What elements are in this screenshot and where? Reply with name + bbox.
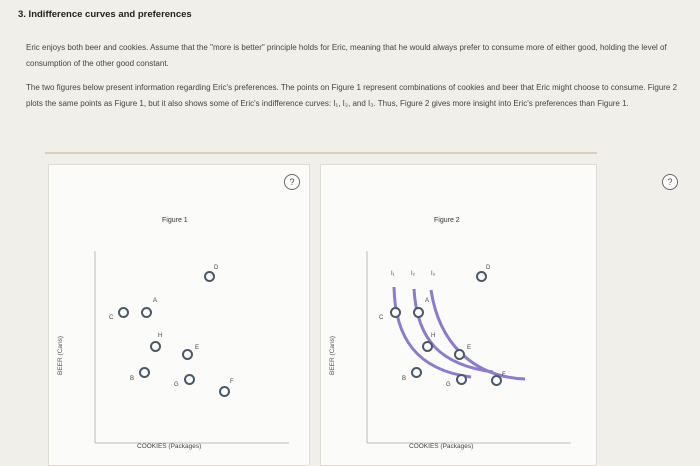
figure-2-label-a: A xyxy=(425,298,430,304)
figure-1-label-c: C xyxy=(109,315,114,321)
figure-2-point-f[interactable] xyxy=(491,375,502,386)
curve-label-i3: I₃ xyxy=(431,271,436,277)
figure-2-panel xyxy=(320,164,597,466)
figure-2-point-g[interactable] xyxy=(456,374,467,385)
figure-1-help-button[interactable]: ? xyxy=(284,174,300,190)
figure-2-point-h[interactable] xyxy=(422,341,433,352)
figure-1-point-f[interactable] xyxy=(219,386,230,397)
figure-2-help-button[interactable]: ? xyxy=(662,174,678,190)
figure-1-label-d: D xyxy=(214,265,219,271)
figure-1-label-a: A xyxy=(153,298,158,304)
figure-1-label-f: F xyxy=(230,379,234,385)
figure-2-x-axis-label: COOKIES (Packages) xyxy=(409,443,474,450)
question-title: 3. Indifference curves and preferences xyxy=(18,9,192,20)
figure-1-label-g: G xyxy=(174,382,179,388)
figure-2-point-a[interactable] xyxy=(413,307,424,318)
figure-2-label-e: E xyxy=(467,345,472,351)
figure-1-point-a[interactable] xyxy=(141,307,152,318)
figure-2-label-b: B xyxy=(402,376,407,382)
figure-1-point-d[interactable] xyxy=(204,271,215,282)
figure-2-label-f: F xyxy=(502,372,506,378)
figure-2-y-axis-label: BEER (Cans) xyxy=(329,335,336,375)
figure-2-point-e[interactable] xyxy=(454,349,465,360)
figure-1-point-c[interactable] xyxy=(118,307,129,318)
figure-2-label-h: H xyxy=(431,333,436,339)
figure-1-y-axis-label: BEER (Cans) xyxy=(57,335,64,375)
curve-label-i2: I₂ xyxy=(411,271,415,277)
figure-2-label-g: G xyxy=(446,382,451,388)
figures-paragraph: The two figures below present information regarding Eric's preferences. The points on Figure 1 represent combinations of cookies and beer that Eric might choose to consume. Figure 2 plots the same points as Figure 1, but it also shows some of Eric's indifference curves: I₁, I₂, and I₃. Thus, Figure 2 gives more insight into Eric's preferences than Figure 1. xyxy=(26,83,678,108)
figure-1-panel xyxy=(48,164,310,466)
figure-1-point-e[interactable] xyxy=(182,349,193,360)
figure-1-axes xyxy=(49,165,309,465)
figure-2-title: Figure 2 xyxy=(434,217,460,224)
figure-1-point-h[interactable] xyxy=(150,341,161,352)
divider xyxy=(45,152,597,154)
curve-label-i1: I₁ xyxy=(391,271,395,277)
figure-1-label-h: H xyxy=(158,333,163,339)
figure-1-point-g[interactable] xyxy=(184,374,195,385)
figure-1-x-axis-label: COOKIES (Packages) xyxy=(137,443,202,450)
figure-2-point-d[interactable] xyxy=(476,271,487,282)
figure-1-label-e: E xyxy=(195,345,200,351)
figure-2-point-c[interactable] xyxy=(390,307,401,318)
figure-1-label-b: B xyxy=(130,376,135,382)
figure-2-label-d: D xyxy=(486,265,491,271)
figure-1-point-b[interactable] xyxy=(139,367,150,378)
curve-i3 xyxy=(431,290,525,379)
figure-2-point-b[interactable] xyxy=(411,367,422,378)
figure-2-plot xyxy=(321,165,596,465)
figure-2-label-c: C xyxy=(379,315,384,321)
intro-paragraph: Eric enjoys both beer and cookies. Assume that the "more is better" principle holds for Eric, meaning that he would always prefer to consume more of either good, holding the level of consumption of the other good constant. xyxy=(26,43,667,68)
figure-1-title: Figure 1 xyxy=(162,217,188,224)
